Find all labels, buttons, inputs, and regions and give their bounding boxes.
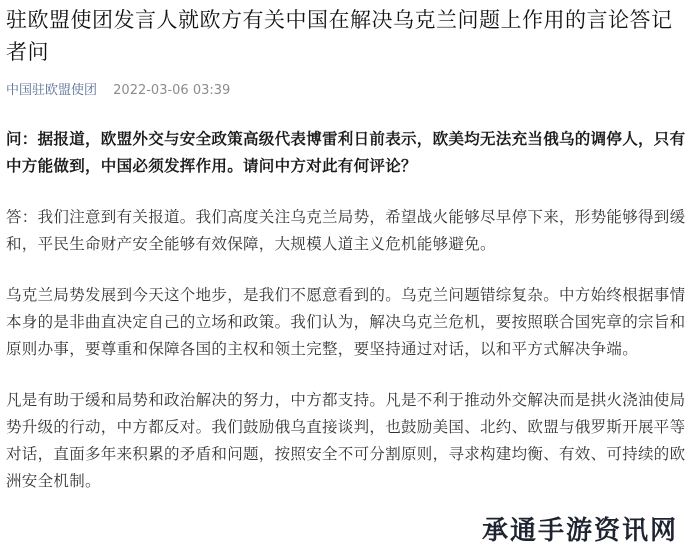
answer-paragraph: 答：我们注意到有关报道。我们高度关注乌克兰局势，希望战火能够尽早停下来，形势能够得到缓和，平民生命财产安全能够有效保障，大规模人道主义危机能够避免。 — [6, 208, 686, 253]
question-paragraph: 问：据报道，欧盟外交与安全政策高级代表博雷利日前表示，欧美均无法充当俄乌的调停人，只有中方能做到，中国必须发挥作用。请问中方对此有何评论？ — [6, 130, 686, 175]
source-link[interactable]: 中国驻欧盟使团 — [6, 83, 98, 98]
article-meta — [6, 82, 688, 100]
answer-paragraph: 凡是有助于缓和局势和政治解决的努力，中方都支持。凡是不利于推动外交解决而是拱火浇油使局势升级的行动，中方都反对。我们鼓励俄乌直接谈判，也鼓励美国、北约、欧盟与俄罗斯开展平等对话，直面多年来积累的矛盾和问题，按照安全不可分割原则，寻求构建均衡、有效、可持续的欧洲安全机制。 — [6, 391, 686, 490]
site-watermark: 承通手游资讯网 — [472, 506, 688, 550]
publish-date: 2022-03-06 03:39 — [113, 83, 231, 98]
answer-paragraph: 乌克兰局势发展到今天这个地步，是我们不愿意看到的。乌克兰问题错综复杂。中方始终根据事情本身的是非曲直决定自己的立场和政策。我们认为，解决乌克兰危机，要按照联合国宪章的宗旨和原则办事，要尊重和保障各国的主权和领土完整，要坚持通过对话，以和平方式解决争端。 — [6, 286, 686, 358]
article-title: 驻欧盟使团发言人就欧方有关中国在解决乌克兰问题上作用的言论答记者问 — [6, 8, 673, 64]
